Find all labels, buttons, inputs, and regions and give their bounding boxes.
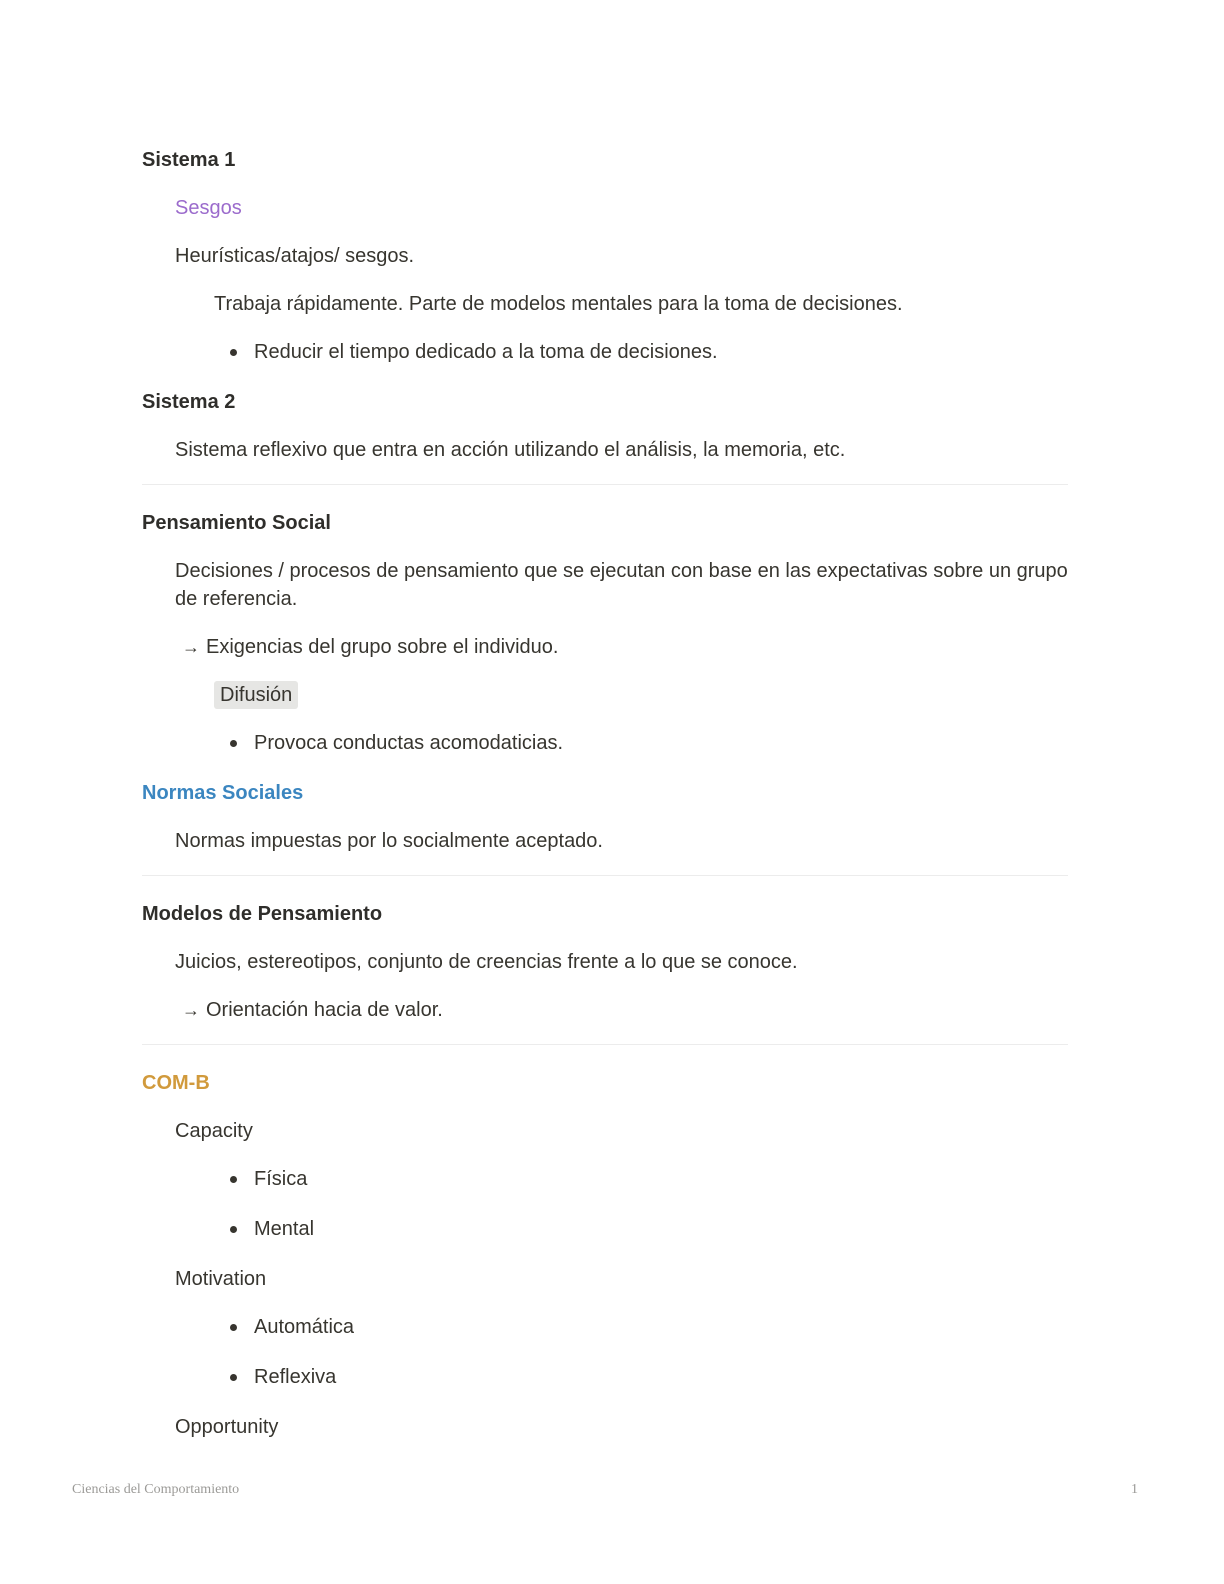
list-item-text: Provoca conductas acomodaticias. — [254, 732, 564, 754]
heading-modelos: Modelos de Pensamiento — [142, 903, 383, 925]
bullet-icon — [230, 349, 237, 356]
list-item-text: Reflexiva — [254, 1366, 337, 1388]
divider — [142, 875, 1068, 876]
list-item-text: Física — [254, 1168, 308, 1190]
heading-com-b: COM-B — [142, 1072, 210, 1094]
paragraph-juicios: Juicios, estereotipos, conjunto de creencias frente a lo que se conoce. — [175, 951, 798, 973]
arrow-right-icon: → — [182, 637, 200, 657]
paragraph-heuristicas: Heurísticas/atajos/ sesgos. — [175, 245, 414, 267]
divider — [142, 484, 1068, 485]
heading-sistema-2: Sistema 2 — [142, 391, 236, 413]
list-item — [142, 1313, 1068, 1341]
paragraph-decisiones: Decisiones / procesos de pensamiento que se ejecutan con base en las expectativas sobre un grupo de referencia. — [175, 560, 1068, 610]
label-motivation: Motivation — [175, 1268, 267, 1290]
bullet-icon — [230, 1176, 237, 1183]
bullet-icon — [230, 1324, 237, 1331]
heading-pensamiento-social: Pensamiento Social — [142, 512, 331, 534]
page-number: 1 — [1131, 1482, 1138, 1497]
heading-normas-sociales: Normas Sociales — [142, 782, 304, 804]
bullet-icon — [230, 740, 237, 747]
page-footer — [72, 1482, 1152, 1498]
divider — [142, 1044, 1068, 1045]
list-item — [142, 1165, 1068, 1193]
toggle-text: Exigencias del grupo sobre el individuo. — [206, 636, 559, 658]
heading-sistema-1: Sistema 1 — [142, 149, 236, 171]
list-item-text: Mental — [254, 1218, 315, 1240]
label-capacity: Capacity — [175, 1120, 253, 1142]
subheading-sesgos: Sesgos — [175, 197, 242, 219]
paragraph-normas: Normas impuestas por lo socialmente aceptado. — [175, 830, 603, 852]
list-item — [142, 1363, 1068, 1391]
bullet-icon — [230, 1374, 237, 1381]
tag-row — [142, 681, 1068, 709]
list-item-text: Reducir el tiempo dedicado a la toma de decisiones. — [254, 341, 718, 363]
list-item — [142, 729, 1068, 757]
paragraph-trabaja: Trabaja rápidamente. Parte de modelos mentales para la toma de decisiones. — [214, 293, 903, 315]
footer-title: Ciencias del Comportamiento — [72, 1482, 240, 1497]
list-item — [142, 338, 1068, 366]
list-item — [142, 1215, 1068, 1243]
paragraph-sistema-reflexivo: Sistema reflexivo que entra en acción utilizando el análisis, la memoria, etc. — [175, 439, 846, 461]
list-item-text: Automática — [254, 1316, 355, 1338]
tag-difusion: Difusión — [214, 681, 298, 709]
toggle-text: Orientación hacia de valor. — [206, 999, 443, 1021]
toggle-orientacion[interactable] — [142, 996, 1068, 1024]
document-body — [142, 140, 1068, 1461]
label-opportunity: Opportunity — [175, 1416, 279, 1438]
bullet-icon — [230, 1226, 237, 1233]
toggle-exigencias[interactable] — [142, 633, 1068, 661]
arrow-right-icon: → — [182, 1000, 200, 1020]
